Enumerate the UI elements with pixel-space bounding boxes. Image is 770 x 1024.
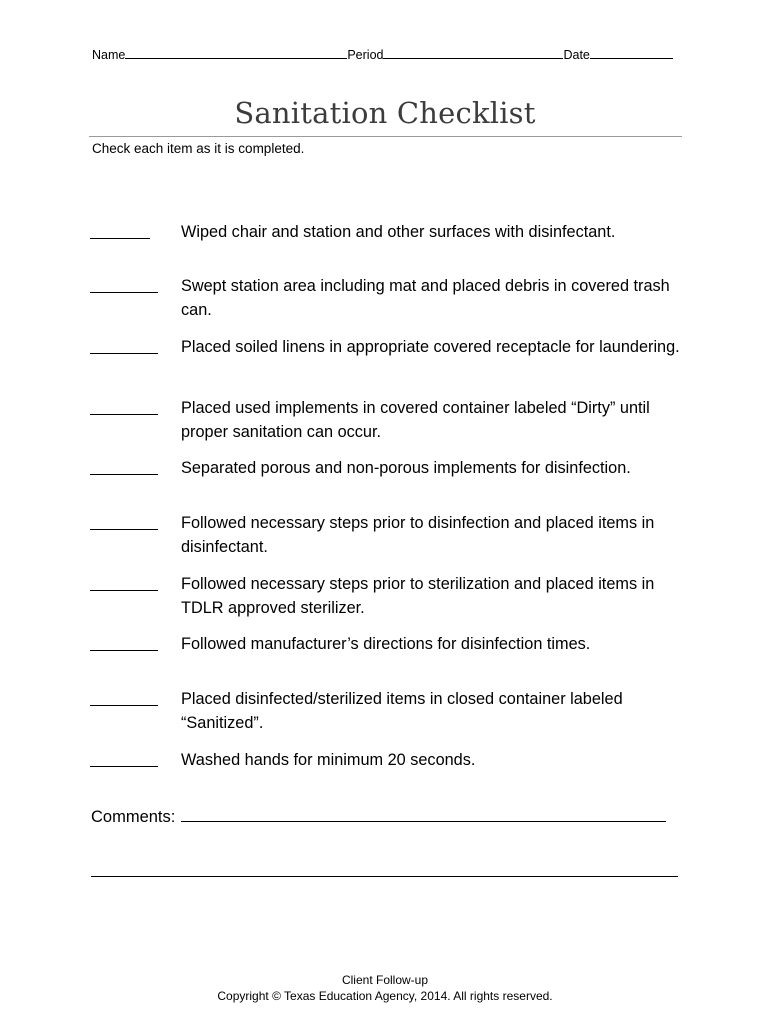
checklist-item-text: Wiped chair and station and other surfaces with disinfectant. bbox=[181, 223, 616, 241]
check-blank[interactable] bbox=[90, 590, 158, 591]
comments-field-line-2[interactable] bbox=[91, 876, 678, 877]
check-blank[interactable] bbox=[90, 529, 158, 530]
check-blank[interactable] bbox=[90, 238, 150, 239]
comments-field[interactable] bbox=[181, 803, 666, 822]
checklist-item-text: Separated porous and non-porous implements for disinfection. bbox=[181, 459, 631, 477]
check-blank[interactable] bbox=[90, 474, 158, 475]
check-blank[interactable] bbox=[90, 414, 158, 415]
checklist-item-text: Placed disinfected/sterilized items in closed container labeled “Sanitized”. bbox=[181, 690, 623, 732]
checklist-item-text: Followed necessary steps prior to sterilization and placed items in TDLR approved sterilizer. bbox=[181, 575, 655, 617]
period-label: Period bbox=[347, 48, 384, 62]
check-blank[interactable] bbox=[90, 766, 158, 767]
footer-title: Client Follow-up bbox=[341, 973, 429, 987]
instructions: Check each item as it is completed. bbox=[92, 141, 305, 156]
comments-row bbox=[91, 803, 666, 827]
title-divider bbox=[89, 136, 682, 137]
check-blank[interactable] bbox=[90, 353, 158, 354]
checklist-item-text: Swept station area including mat and placed debris in covered trash can. bbox=[181, 277, 670, 319]
page-title: Sanitation Checklist bbox=[234, 96, 536, 130]
date-field[interactable] bbox=[590, 46, 673, 59]
footer-copyright: Copyright © Texas Education Agency, 2014. All rights reserved. bbox=[217, 989, 553, 1003]
checklist-item-text: Followed necessary steps prior to disinfection and placed items in disinfectant. bbox=[181, 514, 655, 556]
checklist-item-text: Placed used implements in covered container labeled “Dirty” until proper sanitation can occur. bbox=[181, 399, 650, 441]
comments-label: Comments: bbox=[91, 808, 176, 826]
checklist-item-text: Followed manufacturer’s directions for disinfection times. bbox=[181, 635, 591, 653]
student-info-header bbox=[92, 46, 680, 62]
period-field[interactable] bbox=[383, 46, 563, 59]
date-label: Date bbox=[563, 48, 590, 62]
check-blank[interactable] bbox=[90, 705, 158, 706]
checklist-item-text: Placed soiled linens in appropriate covered receptacle for laundering. bbox=[181, 338, 680, 356]
check-blank[interactable] bbox=[90, 292, 158, 293]
check-blank[interactable] bbox=[90, 650, 158, 651]
name-field[interactable] bbox=[125, 46, 347, 59]
name-label: Name bbox=[92, 48, 126, 62]
checklist-item-text: Washed hands for minimum 20 seconds. bbox=[181, 751, 476, 769]
